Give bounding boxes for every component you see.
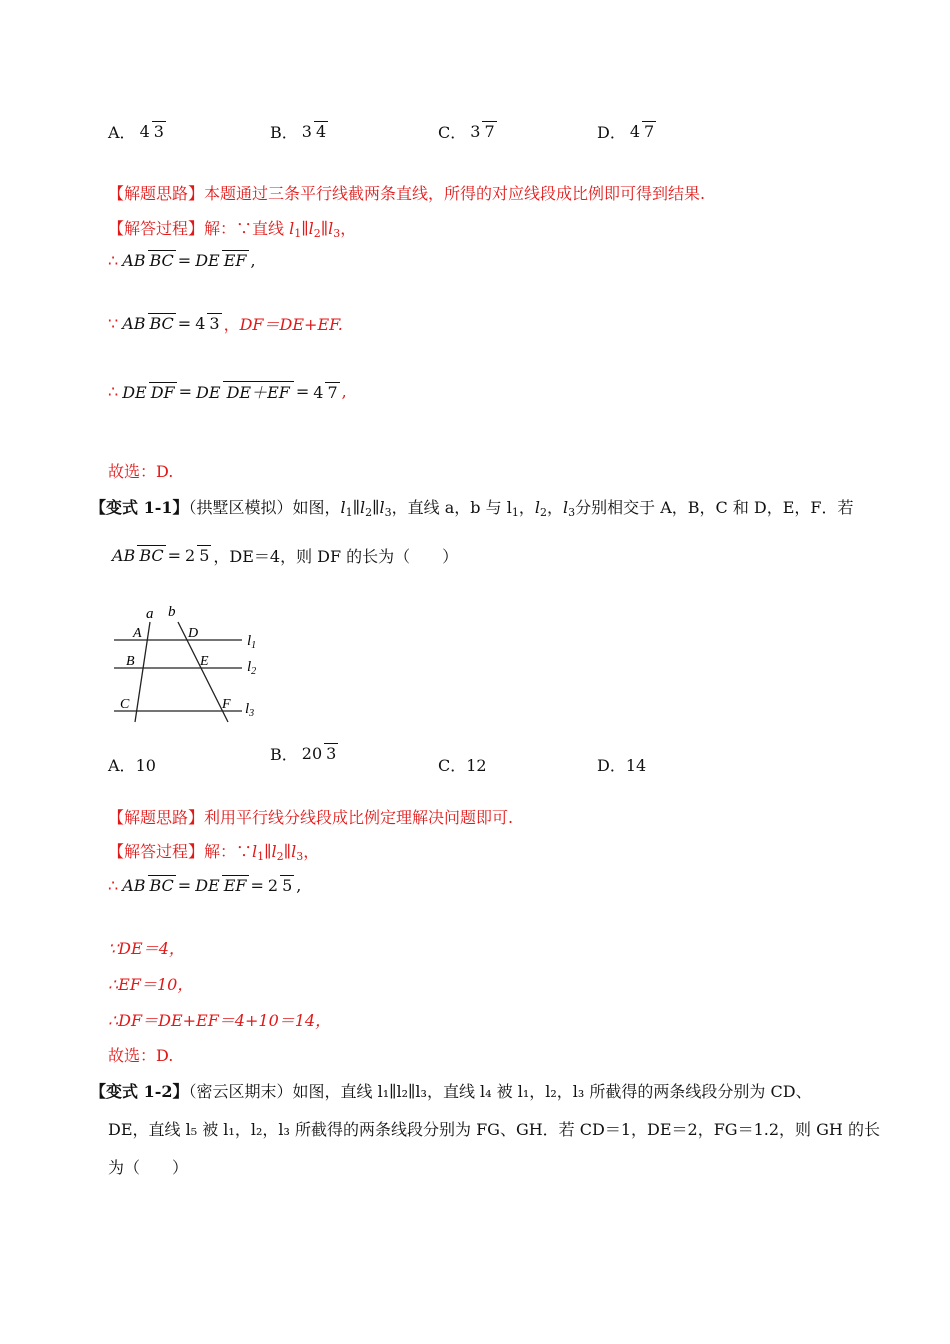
idea-label: 【解题思路】 [108, 184, 205, 203]
v11-step1: ∴ AB BC = DE EF = 2 5 , [108, 875, 302, 895]
v11-process-intro: 【解答过程】解：$\because l_1\parallel l_2\parallel l_3$， [108, 842, 320, 863]
v11-option-a[interactable]: A．10 [108, 756, 156, 775]
label-D: D [188, 626, 199, 641]
v11-question: 【变式 1-1】（拱墅区模拟）如图，$l_1\parallel l_2\parallel l_3$，直线 a，b 与 $l_1$，$l_2$，$l_3$分别相交于 A，B，C 和 D，E，F．若 [90, 498, 854, 519]
option-letter: D． [597, 123, 626, 142]
option-letter: B． [270, 123, 298, 142]
v11-condition: AB BC = 2 5 ，DE＝4，则 DF 的长为（ ） [112, 546, 459, 566]
q1-step1: ∴ AB BC = DE EF , [108, 250, 256, 270]
v11-line4: ∴DF＝DE+EF＝4+10＝14， [108, 1011, 332, 1030]
v11-line2: ∵DE＝4， [108, 939, 185, 958]
option-letter: C． [438, 123, 467, 142]
v11-line3: ∴EF＝10， [108, 975, 194, 994]
q1-option-b[interactable] [270, 120, 330, 143]
option-denominator: 3 [153, 122, 164, 142]
v12-line1: 【变式 1-2】（密云区期末）如图，直线 l₁∥l₂∥l₃，直线 l₄ 被 l₁，l₂，l₃ 所截得的两条线段分别为 CD、 [90, 1082, 812, 1101]
q1-answer: 故选：D. [108, 462, 174, 481]
label-b: b [168, 604, 176, 620]
v11-answer: 故选：D. [108, 1046, 174, 1065]
option-denominator: 7 [484, 122, 495, 142]
option-numerator: 4 [139, 122, 150, 142]
option-letter: A． [108, 123, 136, 142]
v11-idea: 【解题思路】利用平行线分线段成比例定理解决问题即可. [108, 808, 514, 827]
q1-option-c[interactable] [438, 120, 499, 143]
label-C: C [120, 697, 130, 712]
q1-process-intro: 【解答过程】解：∵直线 $l_1\parallel l_2\parallel l_3$， [108, 219, 357, 240]
process-label: 【解答过程】 [108, 219, 205, 238]
v12-line2: DE，直线 l₅ 被 l₁，l₂，l₃ 所截得的两条线段分别为 FG、GH．若 CD＝1，DE＝2，FG＝1.2，则 GH 的长 [108, 1120, 880, 1139]
label-l1: $l_1$ [247, 633, 257, 651]
idea-text: 本题通过三条平行线截两条直线，所得的对应线段成比例即可得到结果. [204, 184, 706, 203]
v11-option-b[interactable]: B． 20 3 [270, 744, 337, 764]
line-b [178, 622, 228, 722]
label-B: B [126, 654, 135, 669]
q1-option-a[interactable] [108, 120, 168, 143]
option-numerator: 3 [470, 122, 481, 142]
q1-step3: ∴ DE DF = DE DE＋EF = 4 7 , [108, 382, 347, 402]
option-denominator: 4 [315, 122, 327, 142]
q1-idea [108, 181, 705, 204]
process-intro: 解：∵直线 [204, 219, 285, 238]
option-numerator: 4 [629, 122, 641, 142]
label-E: E [200, 654, 209, 669]
v12-line3: 为（ ） [108, 1158, 189, 1177]
label-l2: $l_2$ [247, 659, 257, 677]
v11-figure [108, 600, 268, 725]
q1-step2: ∵ AB BC = 4 3 ， DF＝DE+EF. [108, 314, 343, 334]
v11-label: 【变式 1-1】 [90, 498, 189, 517]
v12-label: 【变式 1-2】 [90, 1082, 189, 1101]
option-denominator: 7 [644, 122, 655, 142]
q1-option-d[interactable] [597, 120, 658, 143]
label-l3: $l_3$ [245, 701, 255, 719]
option-numerator: 3 [301, 122, 312, 142]
label-A: A [133, 626, 142, 641]
label-F: F [222, 697, 231, 712]
v11-option-c[interactable]: C．12 [438, 756, 487, 775]
v11-option-d[interactable]: D．14 [597, 756, 647, 775]
label-a: a [146, 606, 154, 622]
